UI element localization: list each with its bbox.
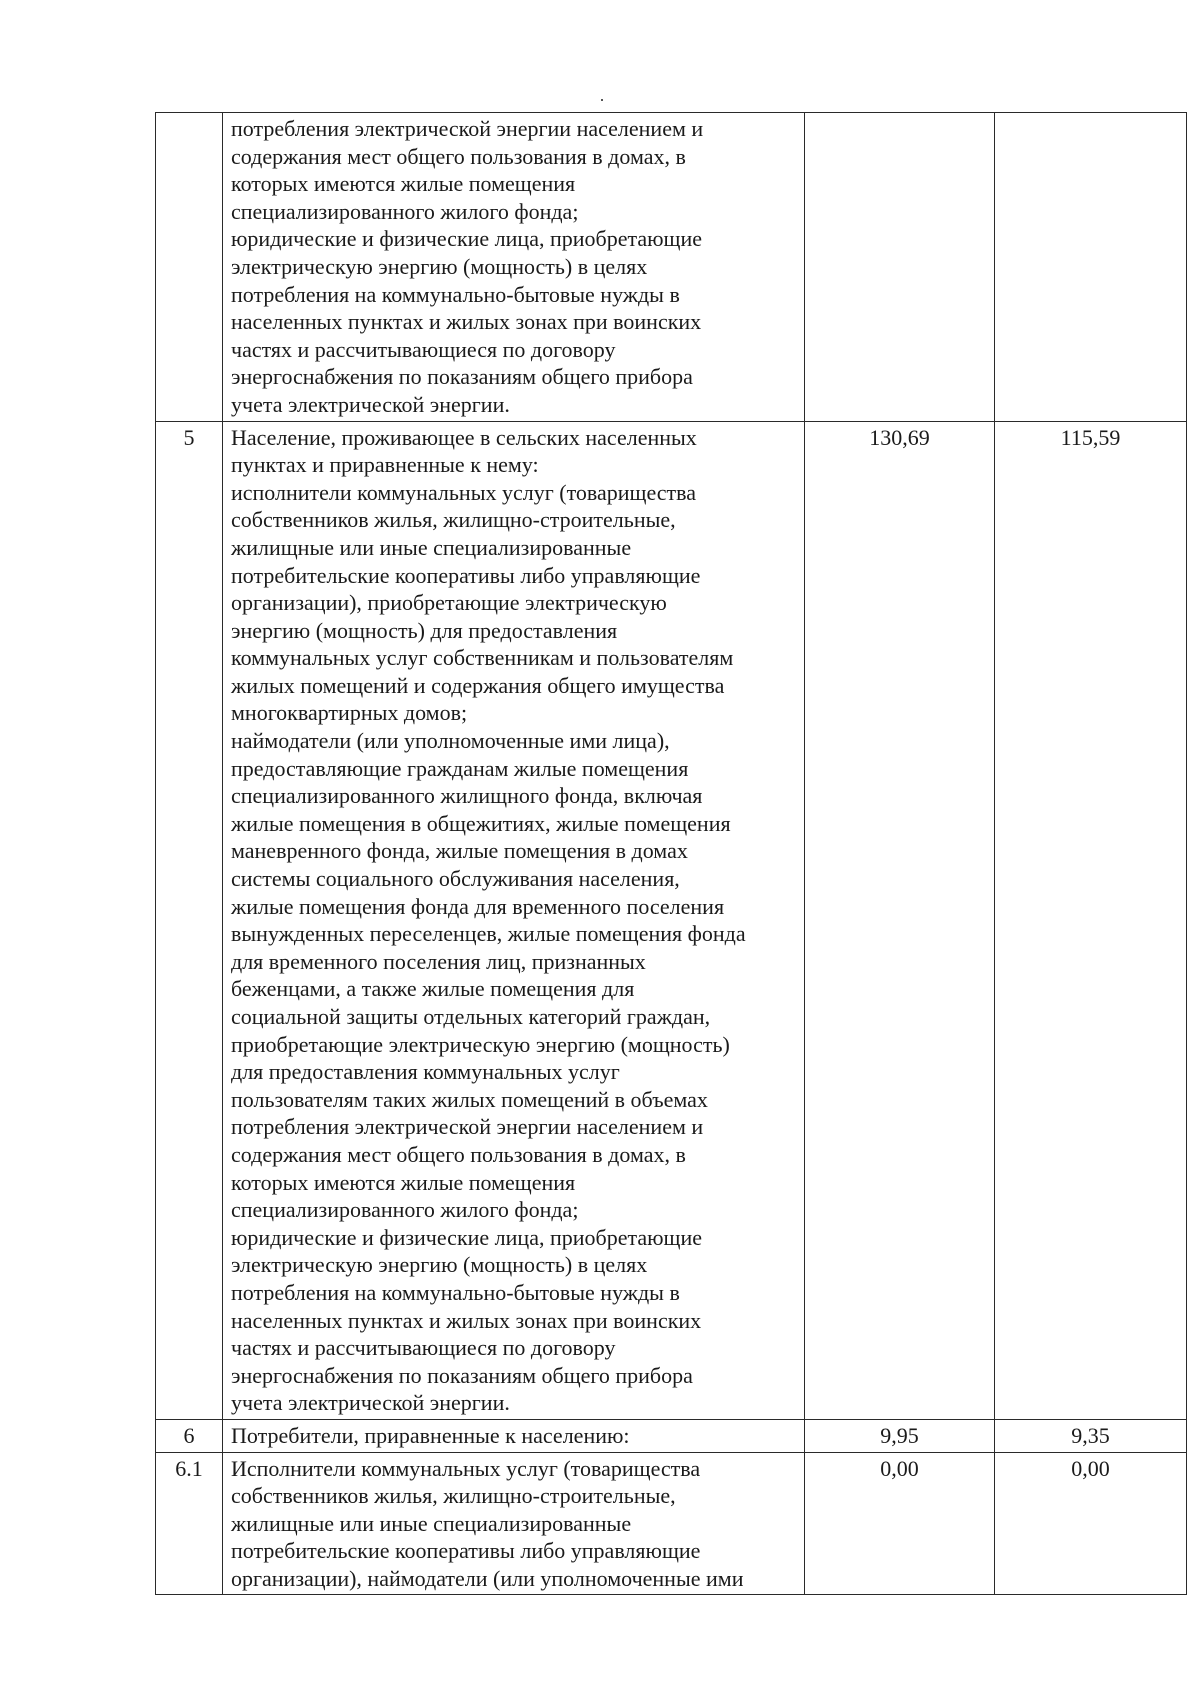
value-1-cell: 0,00 <box>805 1452 995 1595</box>
row-number: 6.1 <box>156 1452 223 1595</box>
description-line: Исполнители коммунальных услуг (товарищества <box>231 1455 701 1481</box>
description-line: маневренного фонда, жилые помещения в домах <box>231 838 688 864</box>
description-line: собственников жилья, жилищно-строительные, <box>231 1483 676 1509</box>
description-line: исполнители коммунальных услуг (товарищества <box>231 479 697 505</box>
value-2-cell: 115,59 <box>995 421 1187 1419</box>
description-line: Население, проживающее в сельских населенных <box>231 424 697 450</box>
description-line: которых имеются жилые помещения <box>231 1169 576 1195</box>
value-1-cell: 130,69 <box>805 421 995 1419</box>
row-description <box>223 1452 805 1595</box>
description-line: пользователям таких жилых помещений в объемах <box>231 1086 708 1112</box>
description-line: потребления на коммунально-бытовые нужды в <box>231 281 680 307</box>
description-line: многоквартирных домов; <box>231 700 468 726</box>
description-line: потребительские кооперативы либо управляющие <box>231 562 701 588</box>
description-line: учета электрической энергии. <box>231 1390 510 1416</box>
description-line: юридические и физические лица, приобретающие <box>231 226 703 252</box>
value-2-cell: 9,35 <box>995 1419 1187 1452</box>
row-description <box>223 113 805 422</box>
description-line: потребления электрической энергии населением и <box>231 116 704 141</box>
description-line: населенных пунктах и жилых зонах при воинских <box>231 309 702 335</box>
description-line: потребления электрической энергии населением и <box>231 1114 704 1140</box>
description-line: приобретающие электрическую энергию (мощность) <box>231 1031 730 1057</box>
description-line: потребления на коммунально-бытовые нужды в <box>231 1279 680 1305</box>
description-line: частях и рассчитывающиеся по договору <box>231 1335 616 1361</box>
description-line: пунктах и приравненные к нему: <box>231 452 539 478</box>
description-line: энергоснабжения по показаниям общего прибора <box>231 364 693 390</box>
description-line: наймодатели (или уполномоченные ими лица), <box>231 728 670 754</box>
value-2-cell <box>995 113 1187 422</box>
table-row <box>156 113 1187 422</box>
description-line: предоставляющие гражданам жилые помещения <box>231 755 689 781</box>
table-row <box>156 1452 1187 1595</box>
description-line: коммунальных услуг собственникам и пользователям <box>231 645 734 671</box>
row-number: 5 <box>156 421 223 1419</box>
description-line: электрическую энергию (мощность) в целях <box>231 253 648 279</box>
description-line: жилищные или иные специализированные <box>231 534 632 560</box>
tariff-table <box>155 112 1187 1595</box>
tariff-table-body <box>156 113 1187 1595</box>
description-line: организации), приобретающие электрическую <box>231 590 667 616</box>
row-description <box>223 421 805 1419</box>
description-line: специализированного жилого фонда; <box>231 198 579 224</box>
row-number <box>156 113 223 422</box>
description-line: жилые помещения фонда для временного поселения <box>231 893 725 919</box>
description-line: социальной защиты отдельных категорий граждан, <box>231 1004 711 1029</box>
description-line: жилые помещения в общежитиях, жилые помещения <box>231 810 731 836</box>
description-line: для временного поселения лиц, признанных <box>231 948 646 974</box>
description-line: содержания мест общего пользования в домах, в <box>231 143 686 169</box>
scan-dot <box>601 99 603 101</box>
description-line: энергоснабжения по показаниям общего прибора <box>231 1362 693 1388</box>
description-line: потребительские кооперативы либо управляющие <box>231 1538 701 1564</box>
value-1-cell: 9,95 <box>805 1419 995 1452</box>
description-line: юридические и физические лица, приобретающие <box>231 1224 703 1250</box>
description-line: населенных пунктах и жилых зонах при воинских <box>231 1307 702 1333</box>
value-2-cell: 0,00 <box>995 1452 1187 1595</box>
description-line: жилых помещений и содержания общего имущества <box>231 672 725 698</box>
description-line: беженцами, а также жилые помещения для <box>231 976 635 1002</box>
value-1-cell <box>805 113 995 422</box>
description-line: которых имеются жилые помещения <box>231 171 576 197</box>
description-line: жилищные или иные специализированные <box>231 1510 632 1536</box>
description-line: Потребители, приравненные к населению: <box>231 1422 630 1448</box>
row-description <box>223 1419 805 1452</box>
description-line: содержания мест общего пользования в домах, в <box>231 1141 686 1167</box>
description-line: электрическую энергию (мощность) в целях <box>231 1252 648 1278</box>
description-line: собственников жилья, жилищно-строительные, <box>231 507 676 533</box>
description-line: специализированного жилищного фонда, включая <box>231 783 703 809</box>
description-line: специализированного жилого фонда; <box>231 1197 579 1223</box>
description-line: учета электрической энергии. <box>231 391 510 417</box>
description-line: организации), наймодатели (или уполномоченные ими <box>231 1565 744 1591</box>
description-line: энергию (мощность) для предоставления <box>231 617 618 643</box>
description-line: системы социального обслуживания населения, <box>231 866 680 892</box>
row-number: 6 <box>156 1419 223 1452</box>
table-row <box>156 1419 1187 1452</box>
description-line: частях и рассчитывающиеся по договору <box>231 336 616 362</box>
description-line: для предоставления коммунальных услуг <box>231 1059 620 1085</box>
description-line: вынужденных переселенцев, жилые помещения фонда <box>231 921 746 947</box>
table-row <box>156 421 1187 1419</box>
